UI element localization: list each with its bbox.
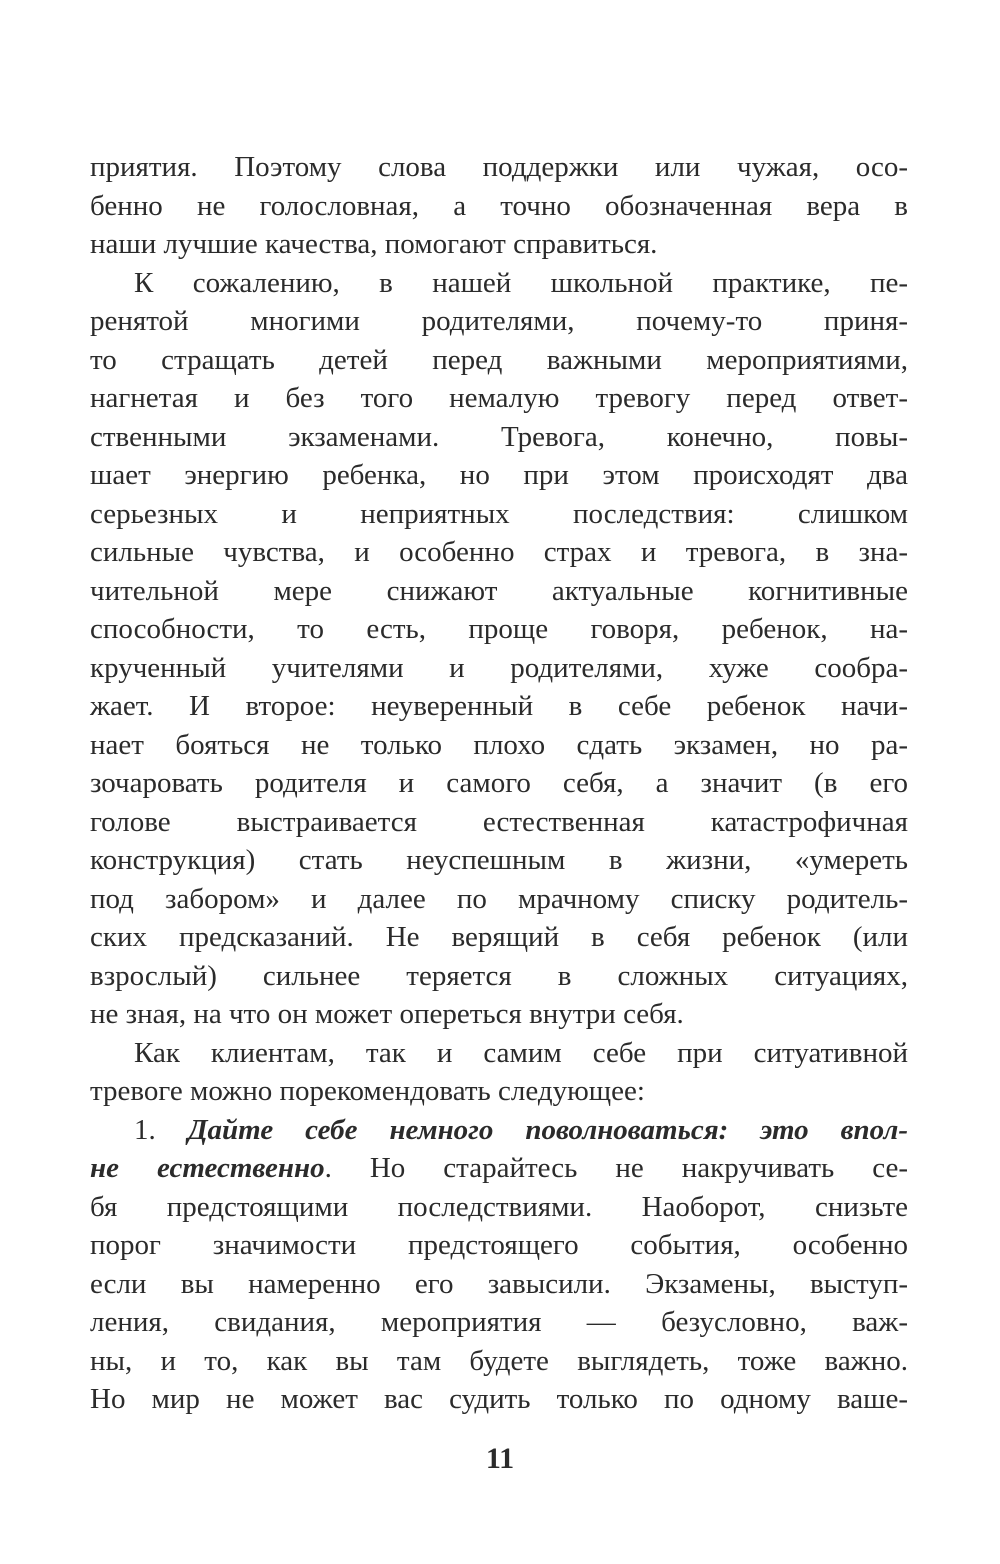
text-line: шает энергию ребенка, но при этом происходят два bbox=[90, 459, 908, 491]
text-line: Но мир не может вас судить только по одному ваше- bbox=[90, 1383, 908, 1415]
list-item-1-line-2 bbox=[90, 1149, 908, 1188]
text-line: сильные чувства, и особенно страх и тревога, в зна- bbox=[90, 536, 908, 568]
text-line: ны, и то, как вы там будете выглядеть, тоже важно. bbox=[90, 1344, 908, 1377]
list-item-emphasis: не естественно bbox=[90, 1152, 325, 1184]
text-line: тревоге можно порекомендовать следующее: bbox=[90, 1075, 645, 1107]
text-line: крученный учителями и родителями, хуже сообра- bbox=[90, 651, 908, 684]
text-line: то стращать детей перед важными мероприятиями, bbox=[90, 343, 908, 376]
text-line: бенно не голословная, а точно обозначенная вера в bbox=[90, 189, 908, 222]
text-line: приятия. Поэтому слова поддержки или чужая, осо- bbox=[90, 151, 908, 183]
text-line: способности, то есть, проще говоря, ребенок, на- bbox=[90, 613, 908, 645]
text-line: нает бояться не только плохо сдать экзамен, но ра- bbox=[90, 728, 908, 761]
page-number: 11 bbox=[485, 1442, 515, 1475]
text-line: серьезных и неприятных последствия: слишком bbox=[90, 497, 908, 530]
text-line: чительной мере снижают актуальные когнитивные bbox=[90, 574, 908, 607]
text-line: если вы намеренно его завысили. Экзамены, выступ- bbox=[90, 1267, 908, 1300]
text-line: не зная, на что он может опереться внутри себя. bbox=[90, 998, 684, 1030]
text-line: бя предстоящими последствиями. Наоборот, снизьте bbox=[90, 1190, 908, 1223]
text-line: ренятой многими родителями, почему-то приня- bbox=[90, 305, 908, 337]
text-line: голове выстраивается естественная катастрофичная bbox=[90, 805, 908, 838]
text-line: порог значимости предстоящего события, особенно bbox=[90, 1229, 908, 1261]
text-line: нагнетая и без того немалую тревогу перед ответ- bbox=[90, 382, 908, 414]
text-line: жает. И второе: неуверенный в себе ребенок начи- bbox=[90, 690, 908, 722]
text-line: К сожалению, в нашей школьной практике, пе- bbox=[134, 266, 908, 299]
list-item-text: . Но старайтесь не накручивать се- bbox=[324, 1152, 908, 1184]
text-line: под забором» и далее по мрачному списку родитель- bbox=[90, 882, 908, 915]
list-item-1-line-1 bbox=[90, 1111, 908, 1150]
list-item-emphasis: Дайте себе немного поволноваться: это впол- bbox=[187, 1113, 908, 1146]
text-line: ских предсказаний. Не верящий в себя ребенок (или bbox=[90, 921, 908, 953]
text-line: конструкция) стать неуспешным в жизни, «умереть bbox=[90, 844, 908, 876]
list-item-number: 1. bbox=[134, 1113, 156, 1146]
text-line: ления, свидания, мероприятия — безусловно, важ- bbox=[90, 1306, 908, 1338]
text-line: Как клиентам, так и самим себе при ситуативной bbox=[134, 1036, 908, 1069]
book-page-text bbox=[90, 148, 908, 1419]
text-line: наши лучшие качества, помогают справиться. bbox=[90, 228, 658, 260]
text-line: зочаровать родителя и самого себя, а значит (в его bbox=[90, 767, 908, 799]
text-line: взрослый) сильнее теряется в сложных ситуациях, bbox=[90, 959, 908, 992]
text-line: ственными экзаменами. Тревога, конечно, повы- bbox=[90, 420, 908, 453]
